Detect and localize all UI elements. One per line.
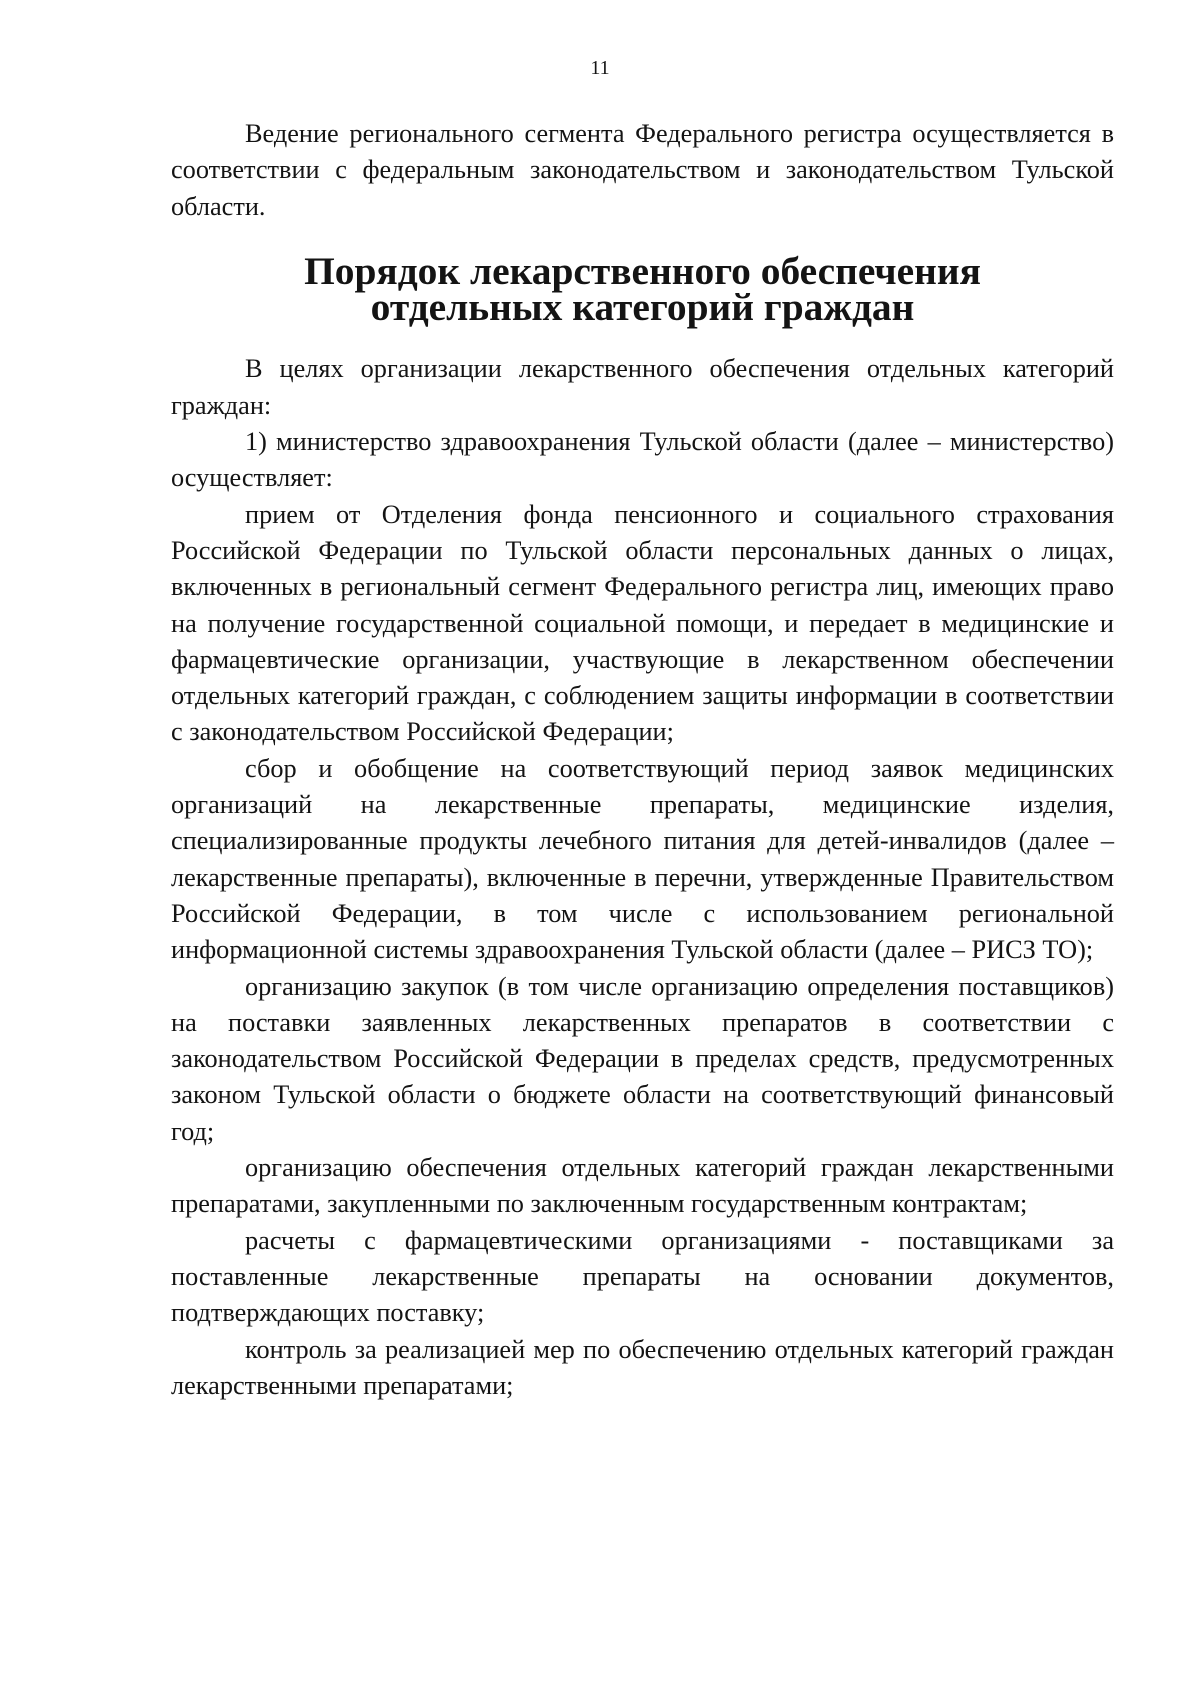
paragraph-data-reception: прием от Отделения фонда пенсионного и социального страхования Российской Федерации по Тульской области персональных данных о лицах, включенных в региональный сегмент Федерального регистра лиц, имеющих право на получение государственной социальной помощи, и передает в медицинские и фармацевтические организации, участвующие в лекарственном обеспечении отдельных категорий граждан, с соблюдением защиты информации в соответствии с законодательством Российской Федерации; <box>171 499 1114 747</box>
intro-paragraph: Ведение регионального сегмента Федерального регистра осуществляется в соответствии с федеральным законодательством и законодательством Тульской области. <box>171 119 1114 221</box>
document-body <box>171 116 1114 1404</box>
paragraph-ministry-duties: 1) министерство здравоохранения Тульской области (далее – министерство) осуществляет: <box>171 427 1114 493</box>
paragraph-supply-organization: организацию обеспечения отдельных категорий граждан лекарственными препаратами, закупленными по заключенным государственным контрактам; <box>171 1153 1114 1219</box>
section-heading-line-1: Порядок лекарственного обеспечения <box>304 248 981 293</box>
paragraph-procurement: организацию закупок (в том числе организацию определения поставщиков) на поставки заявленных лекарственных препаратов в соответствии с законодательством Российской Федерации в пределах средств, предусмотренных законом Тульской области о бюджете области на соответствующий финансовый год; <box>171 971 1114 1146</box>
paragraph-control: контроль за реализацией мер по обеспечению отдельных категорий граждан лекарственными препаратами; <box>171 1334 1114 1400</box>
section-heading <box>171 248 1114 330</box>
page-number: 11 <box>590 57 610 79</box>
section-heading-line-2: отдельных категорий граждан <box>370 285 915 330</box>
paragraph-requests-collection: сбор и обобщение на соответствующий период заявок медицинских организаций на лекарственные препараты, медицинские изделия, специализированные продукты лечебного питания для детей-инвалидов (далее – лекарственные препараты), включенные в перечни, утвержденные Правительством Российской Федерации, в том числе с использованием региональной информационной системы здравоохранения Тульской области (далее – РИСЗ ТО); <box>171 753 1114 965</box>
paragraph-settlements: расчеты с фармацевтическими организациями - поставщиками за поставленные лекарственные препараты на основании документов, подтверждающих поставку; <box>171 1225 1114 1328</box>
paragraph-purpose: В целях организации лекарственного обеспечения отдельных категорий граждан: <box>171 354 1114 420</box>
